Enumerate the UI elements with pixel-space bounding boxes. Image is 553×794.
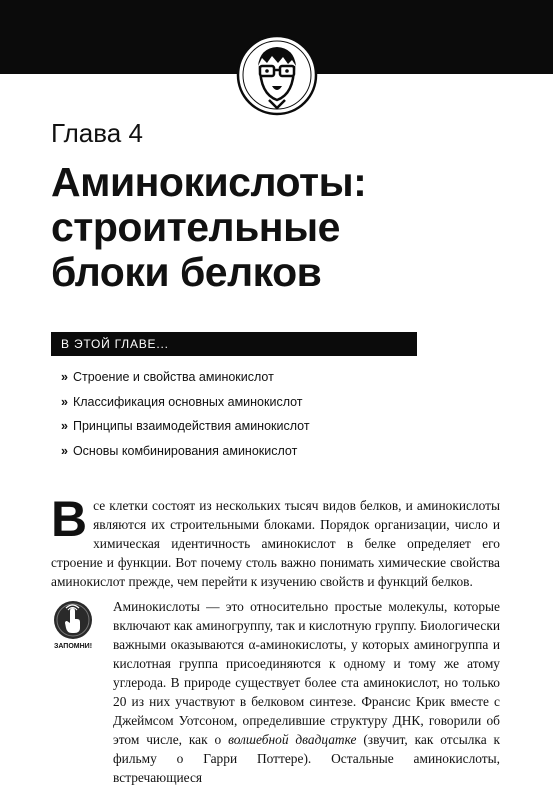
chapter-title-line: Аминокислоты: xyxy=(51,159,367,205)
remember-text-part: (звучит, как отсылка к фильму о Гарри Поттере). Остальные аминокислоты, встречающиеся xyxy=(113,732,501,785)
list-item xyxy=(61,419,310,444)
chapter-title-line: блоки белков xyxy=(51,249,322,295)
bullet-icon: » xyxy=(61,419,68,433)
dummies-mascot-icon xyxy=(236,34,318,116)
bullet-icon: » xyxy=(61,394,68,409)
in-this-chapter-heading: В ЭТОЙ ГЛАВЕ... xyxy=(61,337,169,351)
topic-text: Принципы взаимодействия аминокислот xyxy=(72,419,310,433)
remember-italic-phrase: волшебной двадцатке xyxy=(228,732,357,747)
topic-text: Строение и свойства аминокислот xyxy=(72,370,274,384)
topic-text: Основы комбинирования аминокислот xyxy=(72,443,298,458)
topic-text: Классификация основных аминокислот xyxy=(72,394,303,409)
bullet-icon: » xyxy=(61,370,68,384)
list-item xyxy=(61,444,310,469)
list-item xyxy=(61,395,310,420)
chapter-title-line: строительные xyxy=(51,204,340,250)
list-item xyxy=(61,370,310,395)
drop-cap: В xyxy=(51,491,88,547)
in-this-chapter-banner xyxy=(51,332,417,356)
remember-label: ЗАПОМНИ! xyxy=(53,643,93,650)
chapter-topics-list xyxy=(61,370,310,468)
chapter-title xyxy=(51,160,531,295)
bullet-icon: » xyxy=(61,443,68,458)
remember-text-part: Аминокислоты — это относительно простые молекулы, которые включают как аминогруппу, так и кислотную группу. Биологически важными оказываются α-аминокислоты, у которых аминогруппа и кислотная группа присоединяются к одному и тому же атому углерода. В природе существует более ста аминокислот, но только 20 из них участвуют в белковом синтезе. Франсис Крик вместе с Джеймсом Уотсоном, определившие структуру ДНК, говорили об этом числе, как о xyxy=(113,599,500,747)
finger-tap-icon xyxy=(53,600,93,640)
remember-paragraph xyxy=(113,597,500,787)
chapter-label: Глава 4 xyxy=(51,118,143,148)
intro-paragraph xyxy=(51,491,500,591)
intro-text: се клетки состоят из нескольких тысяч видов белков, и аминокислоты являются их строительными блоками. Порядок организации, число и химическая идентичность аминокислот в белке определяет его строение и функции. Вот почему столь важно понимать химические свойства аминокислот прежде, чем перейти к изучению свойств и функций белков. xyxy=(51,498,500,589)
